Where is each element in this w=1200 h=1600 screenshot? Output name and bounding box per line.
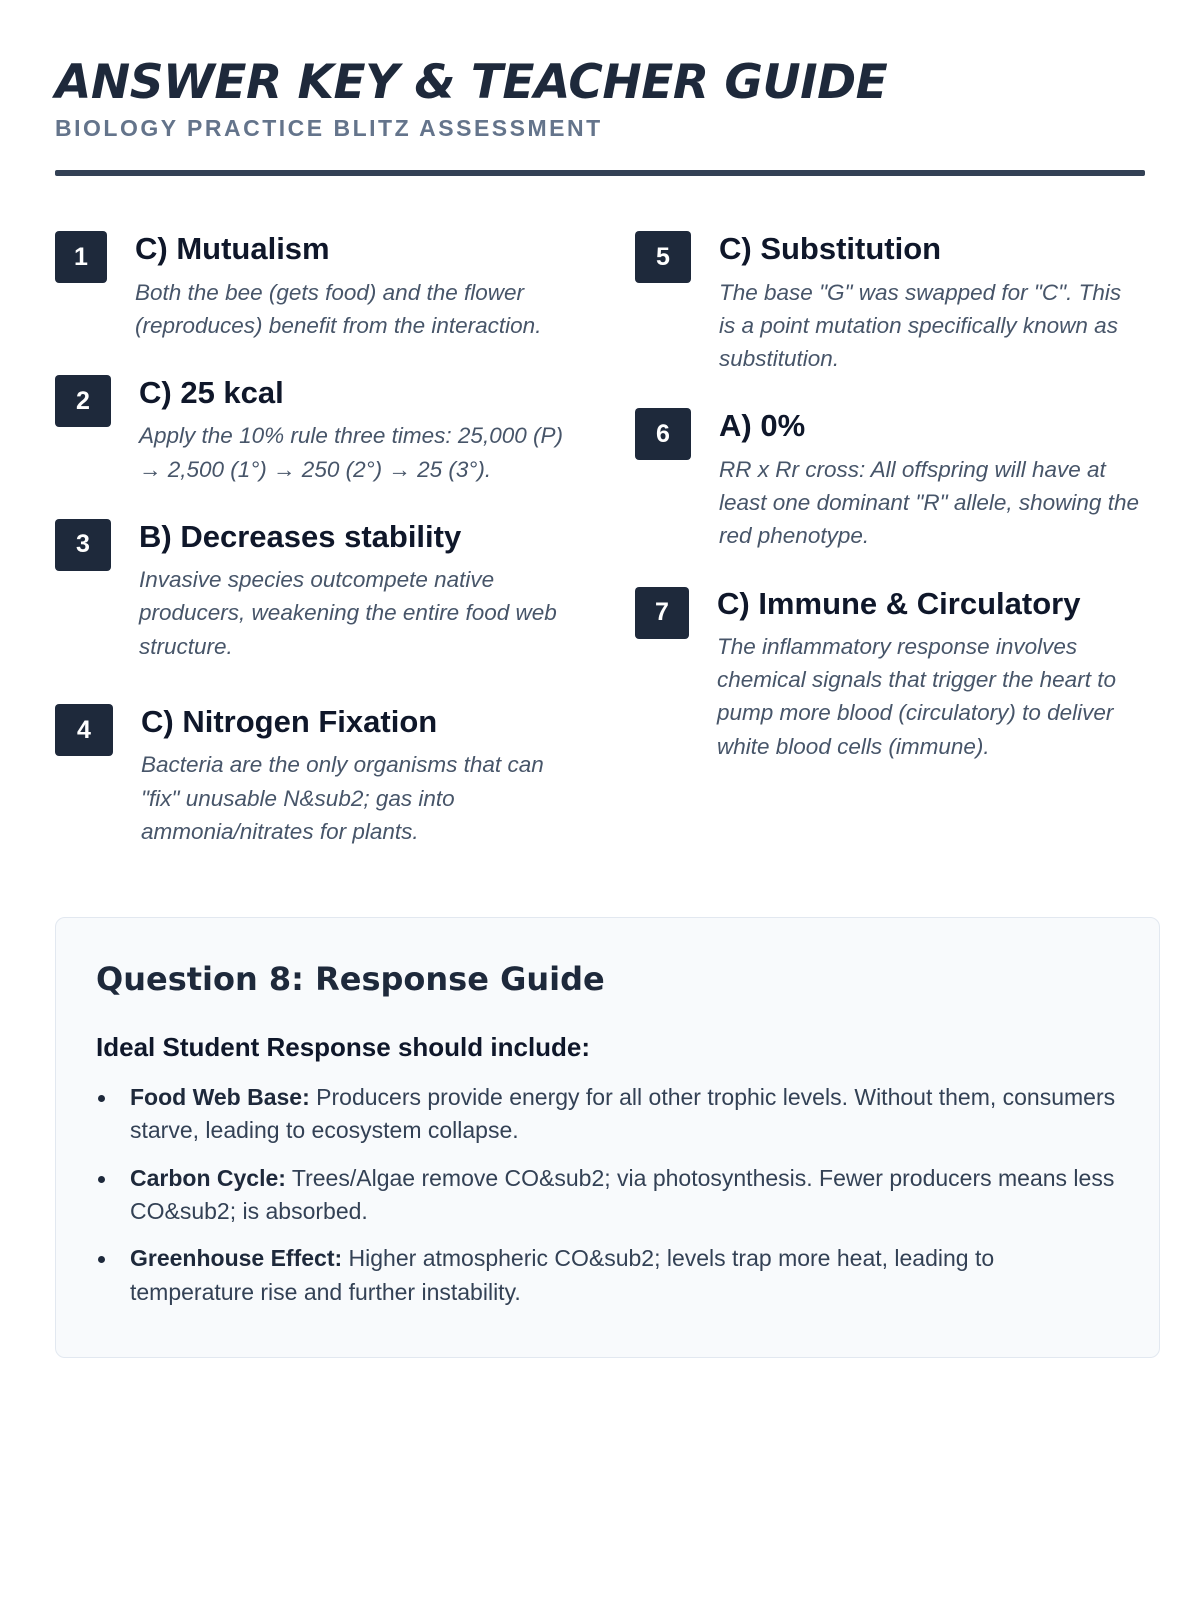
- bullet-icon: [98, 1176, 105, 1183]
- answer-item-2: [55, 374, 580, 486]
- answer-item-5: [635, 230, 1160, 375]
- question-number-badge: 6: [635, 408, 691, 460]
- response-guide-point: [96, 1081, 1119, 1148]
- answer-item-6: [635, 407, 1160, 552]
- question-number-badge: 3: [55, 519, 111, 571]
- page-title: ANSWER KEY & TEACHER GUIDE: [55, 55, 888, 110]
- answer-item-3: [55, 518, 580, 663]
- point-term: Carbon Cycle:: [130, 1164, 286, 1191]
- answer-text: B) Decreases stability: [139, 518, 462, 554]
- answer-text: C) Substitution: [719, 231, 942, 267]
- answer-explanation: RR x Rr cross: All offspring will have at least one dominant "R" allele, showing the red phenotype.: [719, 456, 1139, 549]
- point-text: Higher atmospheric CO&sub2; levels trap more heat, leading to temperature rise and further instability.: [130, 1245, 995, 1305]
- point-term: Greenhouse Effect:: [130, 1245, 343, 1272]
- question-number-badge: 7: [635, 587, 689, 639]
- point-text: Producers provide energy for all other trophic levels. Without them, consumers starve, leading to ecosystem collapse.: [130, 1084, 1116, 1144]
- answer-explanation: Invasive species outcompete native producers, weakening the entire food web structure.: [139, 567, 557, 659]
- answer-text: A) 0%: [719, 408, 806, 444]
- question-number-badge: 2: [55, 375, 111, 427]
- answer-item-4: [55, 703, 580, 848]
- header-divider: [55, 170, 1145, 176]
- answer-explanation: Bacteria are the only organisms that can "fix" unusable N&sub2; gas into ammonia/nitrates for plants.: [141, 752, 544, 844]
- response-guide-point: [96, 1162, 1119, 1229]
- answer-item-1: [55, 230, 580, 342]
- answer-column-right: [635, 230, 1160, 795]
- answer-explanation: The inflammatory response involves chemical signals that trigger the heart to pump more blood (circulatory) to deliver white blood cells (immune).: [717, 633, 1116, 759]
- page-subtitle: BIOLOGY PRACTICE BLITZ ASSESSMENT: [55, 115, 603, 142]
- answer-column-left: [55, 230, 580, 880]
- answer-text: C) 25 kcal: [139, 375, 284, 411]
- answer-text: C) Mutualism: [135, 231, 330, 267]
- question-number-badge: 5: [635, 231, 691, 283]
- point-text: Trees/Algae remove CO&sub2; via photosynthesis. Fewer producers means less CO&sub2; is absorbed.: [130, 1164, 1115, 1225]
- answer-explanation: The base "G" was swapped for "C". This is a point mutation specifically known as substitution.: [719, 279, 1122, 372]
- response-guide-title: Question 8: Response Guide: [96, 960, 605, 998]
- bullet-icon: [98, 1256, 105, 1263]
- question-number-badge: 4: [55, 704, 113, 756]
- bullet-icon: [98, 1095, 105, 1102]
- point-term: Food Web Base:: [130, 1084, 310, 1110]
- answer-item-7: [635, 585, 1160, 763]
- response-guide-box: [55, 917, 1160, 1358]
- answer-explanation: Both the bee (gets food) and the flower (reproduces) benefit from the interaction.: [135, 279, 542, 338]
- response-guide-subtitle: Ideal Student Response should include:: [96, 1032, 591, 1062]
- answer-text: C) Nitrogen Fixation: [141, 704, 438, 740]
- question-number-badge: 1: [55, 231, 107, 283]
- response-guide-point: [96, 1242, 1119, 1309]
- page-header: [55, 55, 1145, 176]
- answer-explanation: Apply the 10% rule three times: 25,000 (P) → 2,500 (1°) → 250 (2°) → 25 (3°).: [139, 423, 563, 482]
- answer-text: C) Immune & Circulatory: [717, 585, 1081, 621]
- response-guide-list: [96, 1081, 1119, 1309]
- answer-list: [55, 230, 1145, 920]
